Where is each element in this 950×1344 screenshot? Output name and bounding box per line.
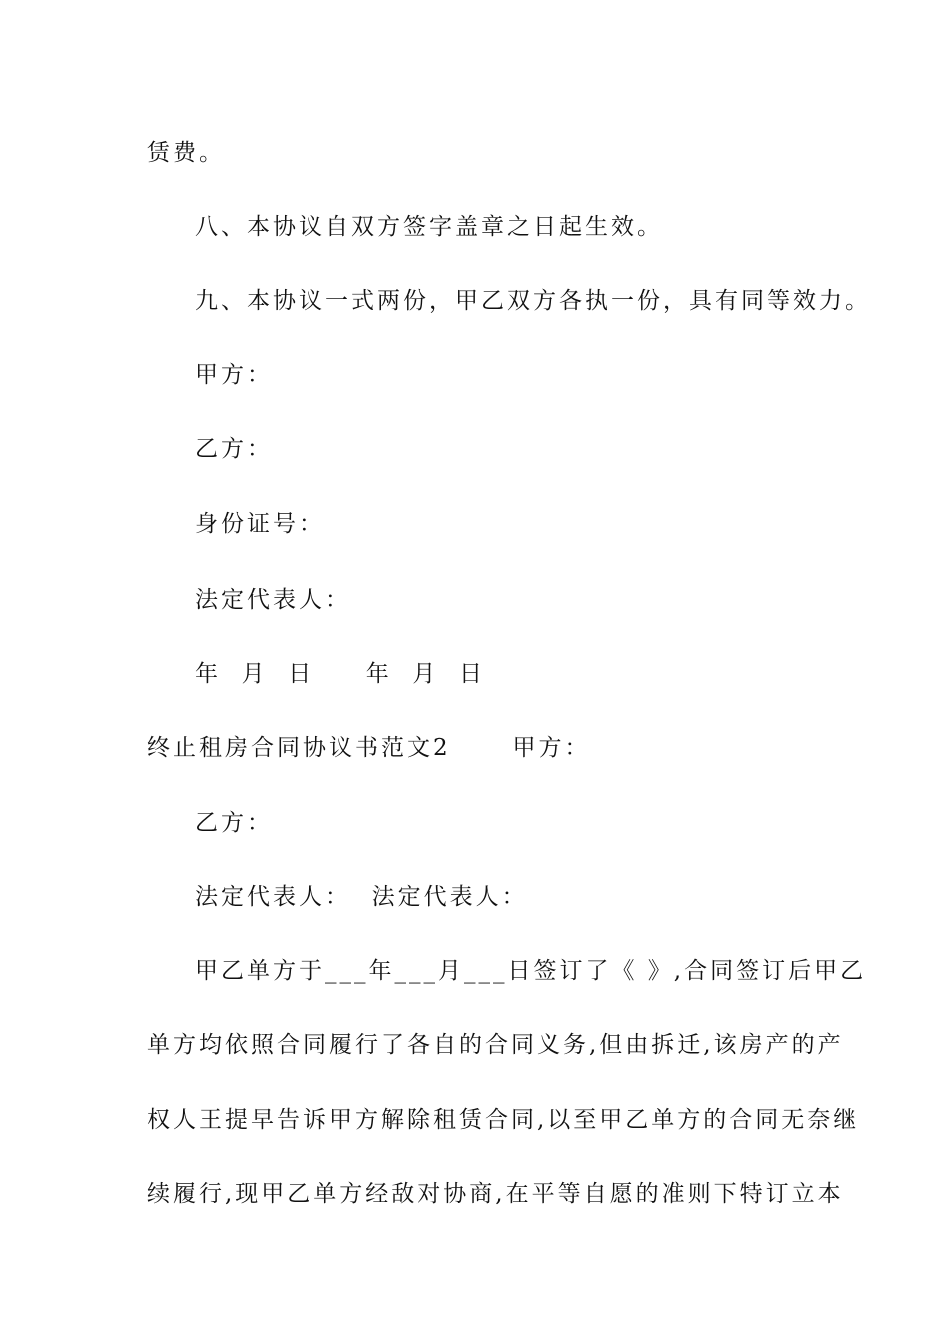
date-line: 年 月 日 年 月 日 [195,661,486,687]
legal-representative-label: 法定代表人： [195,587,351,613]
id-number-label: 身份证号： [195,511,325,537]
clause-eight: 八、本协议自双方签字盖章之日起生效。 [195,214,663,240]
clause-nine: 九、本协议一式两份，甲乙双方各执一份，具有同等效力。 [195,288,871,314]
party-a-label: 甲方： [195,362,273,388]
section-title: 终止租房合同协议书范文2 甲方： [147,735,591,761]
party-b-label-2: 乙方： [195,810,273,836]
body-paragraph-line: 甲乙单方于___年___月___日签订了《 》,合同签订后甲乙 [195,958,867,984]
body-paragraph-line: 权人王提早告诉甲方解除租赁合同,以至甲乙单方的合同无奈继 [147,1107,860,1133]
body-paragraph-line: 单方均依照合同履行了各自的合同义务,但由拆迁,该房产的产 [147,1032,844,1058]
party-b-label: 乙方： [195,436,273,462]
body-paragraph-line: 续履行,现甲乙单方经敌对协商,在平等自愿的准则下特订立本 [147,1181,844,1207]
paragraph-line: 赁费。 [147,140,225,166]
legal-representatives-line: 法定代表人： 法定代表人： [195,884,528,910]
